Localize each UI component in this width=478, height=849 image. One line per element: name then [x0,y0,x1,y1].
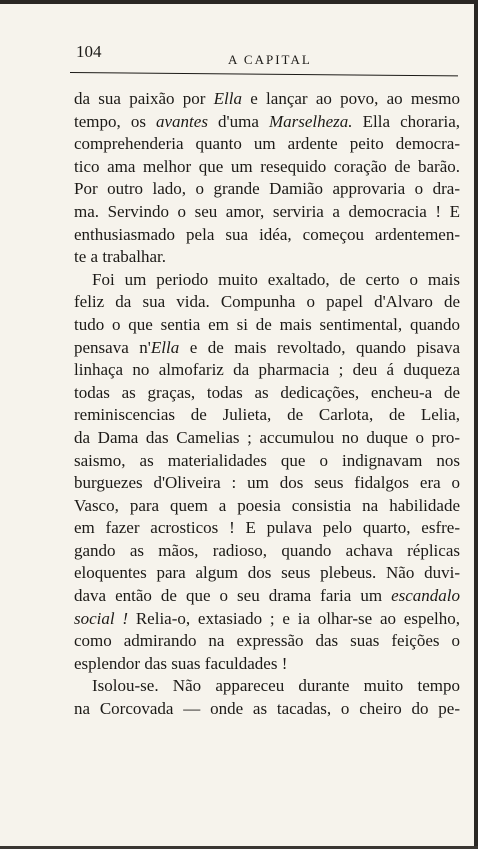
text-line: Isolou-se. Não appareceu durante muito tempo [92,676,460,696]
text-line: reminiscencias de Julieta, de Carlota, de Lelia, [74,405,460,425]
text-line: pensava n'Ella e de mais revoltado, quando pisava [74,337,460,357]
text-line: tudo o que sentia em si de mais sentimental, quando [74,314,460,334]
text-line: social ! Relia-o, extasiado ; e ia olhar-se ao espelho, [74,608,460,628]
text-line: te a trabalhar. [74,247,167,267]
text-line: feliz da sua vida. Compunha o papel d'Alvaro de [74,292,460,312]
body-text [74,88,460,721]
text-line: da Dama das Camelias ; accumulou no duque o pro- [74,427,460,447]
text-line: da sua paixão por Ella e lançar ao povo, ao mesmo [74,89,461,108]
text-line: Por outro lado, o grande Damião approvaria o dra- [74,179,460,199]
text-line: tico ama melhor que um resequido coração de barão. [74,156,460,176]
page-right-edge [474,0,478,849]
text-line: ma. Servindo o seu amor, serviria a democracia ! E [74,201,460,221]
text-line: esplendor das suas faculdades ! [74,653,288,673]
text-line: saismo, as materialidades que o indignavam nos [74,450,460,470]
text-line: como admirando na expressão das suas feições o [74,631,460,651]
text-line: Foi um periodo muito exaltado, de certo o mais [92,269,460,289]
text-line: enthusiasmado pela sua idéa, começou ardentemen- [74,224,460,244]
header-rule [70,72,458,76]
page-header [70,40,462,76]
text-line: linhaça no almofariz da pharmacia ; deu á duqueza [74,360,460,380]
text-line: Vasco, para quem a poesia consistia na habilidade [74,495,460,515]
text-line: tempo, os avantes d'uma Marselheza. Ella choraria, [74,111,460,131]
page-top-edge [0,0,478,4]
text-line: comprehenderia quanto um ardente peito democra- [74,134,460,154]
text-line: eloquentes para algum dos seus plebeus. Não duvi- [74,563,460,583]
text-line: dava então de que o seu drama faria um escandalo [74,586,460,606]
page-number: 104 [76,42,102,61]
text-line: na Corcovada — onde as tacadas, o cheiro do pe- [74,699,460,719]
running-title: A CAPITAL [228,52,312,67]
text-line: burguezes d'Oliveira : um dos seus fidalgos era o [74,473,460,493]
text-line: em fazer acrosticos ! E pulava pelo quarto, esfre- [74,518,460,538]
text-line: todas as graças, todas as dedicações, encheu-a de [74,382,460,402]
text-line: gando as mãos, radioso, quando achava réplicas [74,540,460,560]
